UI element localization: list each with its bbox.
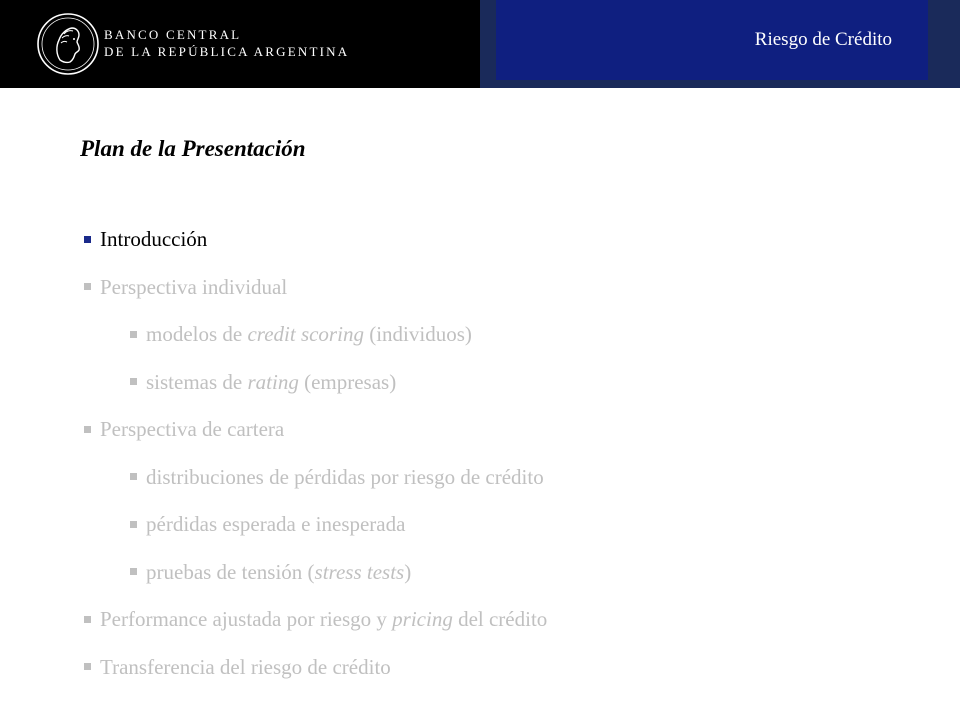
- outline-item-text: Perspectiva de cartera: [100, 417, 285, 441]
- outline-item: [130, 370, 396, 395]
- bank-name-line2: DE LA REPÚBLICA ARGENTINA: [104, 44, 350, 59]
- outline-item: [130, 322, 472, 347]
- outline-item-text: Perspectiva individual: [100, 274, 288, 299]
- square-bullet-icon: [84, 283, 91, 290]
- square-bullet-icon: [130, 331, 137, 338]
- outline-item-text: credit scoring: [247, 322, 364, 346]
- square-bullet-icon: [84, 236, 91, 243]
- outline-item-text: del crédito: [452, 607, 548, 631]
- outline-item: [130, 465, 544, 490]
- bank-name: [104, 26, 349, 60]
- square-bullet-icon: [84, 616, 91, 623]
- header-right-strip: [928, 0, 960, 88]
- slide-title: Riesgo de Crédito: [754, 29, 892, 50]
- square-bullet-icon: [130, 568, 137, 575]
- logo-block: [0, 0, 480, 88]
- bank-name-line1: BANCO CENTRAL: [104, 27, 242, 42]
- outline-item-text: rating: [247, 369, 299, 394]
- outline-item-text: modelos de: [146, 322, 248, 346]
- square-bullet-icon: [84, 426, 91, 433]
- slide-title-box: [496, 0, 928, 80]
- square-bullet-icon: [130, 473, 137, 480]
- outline-item-text: stress tests: [314, 559, 405, 584]
- outline-item: [84, 275, 287, 300]
- square-bullet-icon: [84, 663, 91, 670]
- outline-item-text: (individuos): [363, 322, 472, 346]
- outline-item: [84, 607, 547, 632]
- outline-item-text: pérdidas esperada e inesperada: [146, 512, 406, 536]
- outline-item-text: Transferencia del riesgo de crédito: [100, 654, 391, 679]
- outline-item-text: distribuciones de pérdidas por riesgo de crédito: [146, 464, 544, 489]
- outline-item: [130, 512, 405, 537]
- outline-item-text: sistemas de: [146, 369, 248, 394]
- outline-item: [84, 655, 391, 680]
- outline-item: [84, 227, 207, 252]
- outline-item: [130, 560, 411, 585]
- square-bullet-icon: [130, 378, 137, 385]
- outline-item: [84, 417, 284, 442]
- square-bullet-icon: [130, 521, 137, 528]
- content-title: Plan de la Presentación: [80, 136, 306, 161]
- outline-item-text: pruebas de tensión (: [146, 559, 315, 584]
- outline-item-text: Introducción: [100, 227, 208, 251]
- outline-item-text: pricing: [392, 607, 453, 631]
- slide-header: [0, 0, 960, 88]
- outline-item-text: (empresas): [298, 369, 397, 394]
- outline-item-text: ): [404, 559, 412, 584]
- bcra-seal-icon: [36, 12, 100, 76]
- outline-item-text: Performance ajustada por riesgo y: [100, 607, 393, 631]
